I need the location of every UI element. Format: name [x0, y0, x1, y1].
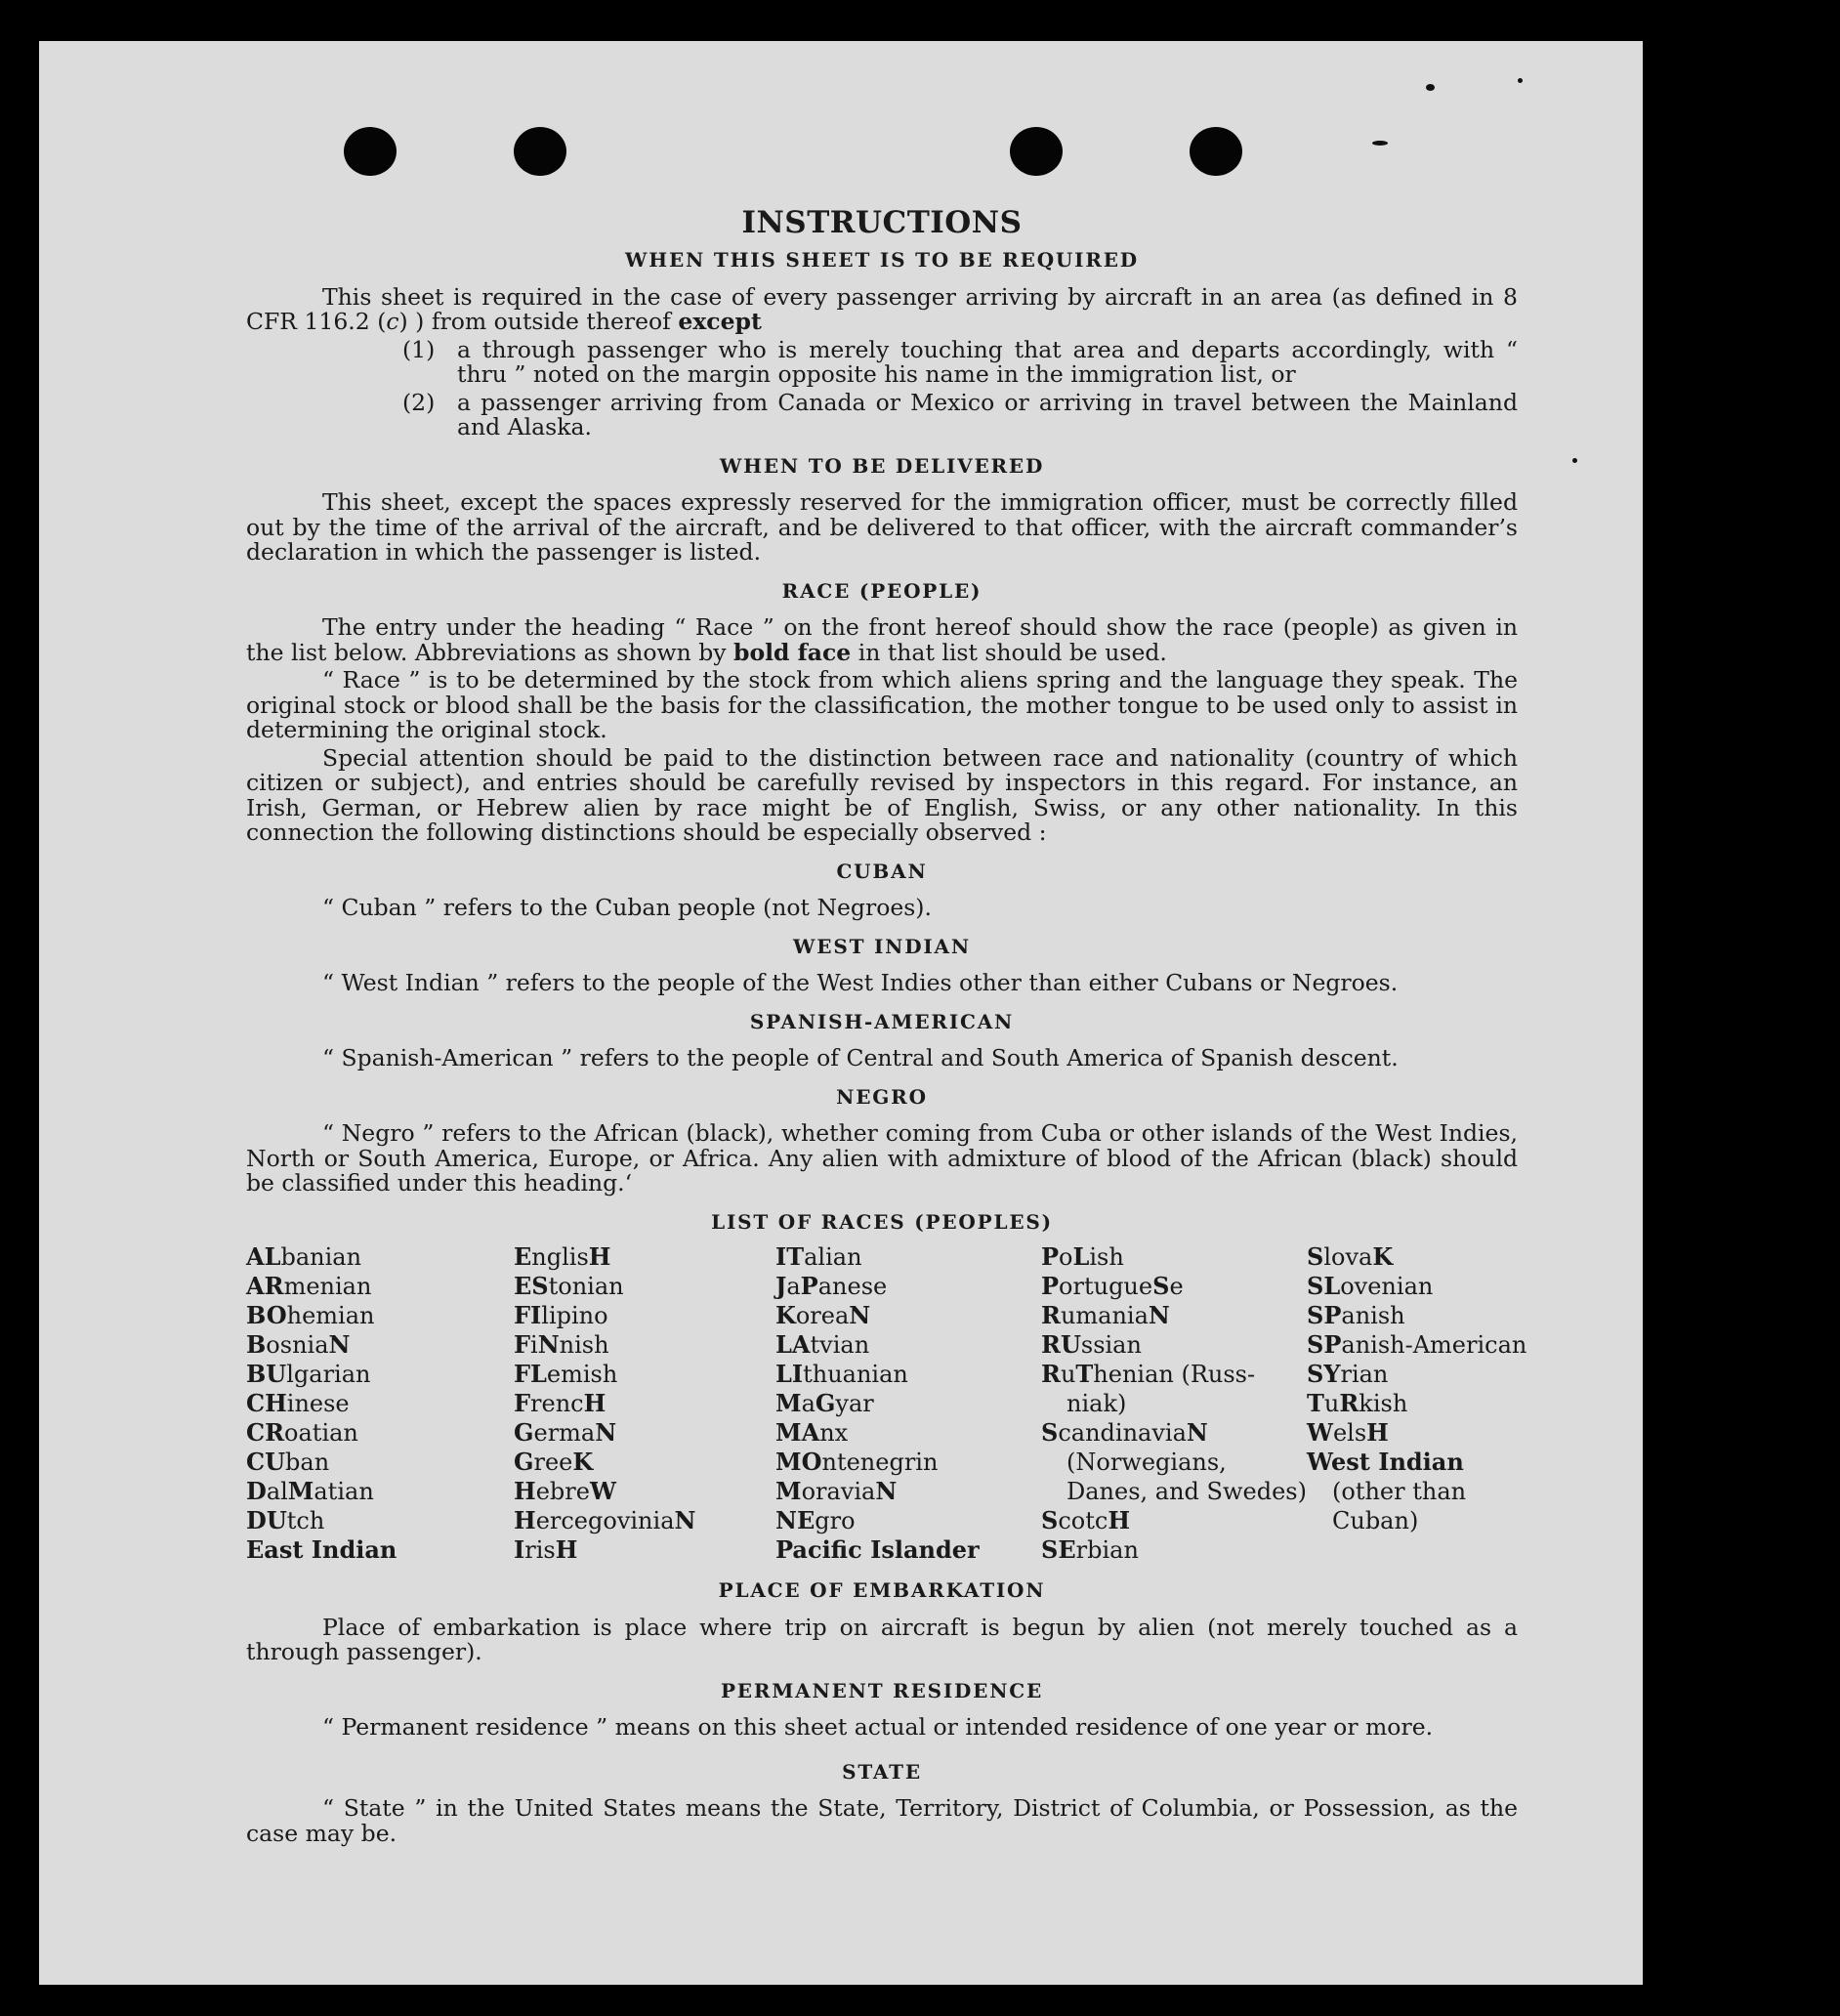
race-entry: Pacific Islander — [775, 1535, 980, 1564]
race-entry: IrisH — [514, 1535, 578, 1564]
race-entry: KoreaN — [775, 1301, 871, 1329]
race-entry: CUban — [246, 1448, 330, 1476]
races-column — [246, 1242, 514, 1565]
race-entry: JaPanese — [775, 1272, 888, 1300]
race-entry: WelsH — [1307, 1418, 1389, 1447]
race-paragraph — [246, 615, 1518, 665]
race-entry: SlovaK — [1307, 1242, 1394, 1271]
intro-text: ) ) from outside thereof — [398, 308, 679, 335]
punch-hole — [344, 127, 397, 176]
race-bold: bold face — [733, 638, 852, 666]
speck — [1426, 84, 1435, 91]
document-sheet — [39, 41, 1643, 1985]
race-entry: HercegoviniaN — [514, 1506, 696, 1534]
race-entry: BosniaN — [246, 1330, 351, 1359]
intro-bold: except — [678, 308, 762, 335]
state-text: “ State ” in the United States means the State, Territory, District of Columbia, or Possession, as the case may be. — [246, 1794, 1518, 1847]
race-entry: FiNnish — [514, 1330, 609, 1359]
exception-item — [402, 335, 1518, 388]
race-entry: ITalian — [775, 1242, 862, 1271]
race-entry: PoLish — [1041, 1242, 1124, 1271]
when-delivered-text: This sheet, except the spaces expressly reserved for the immigration officer, must be correctly filled out by the time of the arrival of the aircraft, and be delivered to that officer, with the aircraft commander’s declaration in which the passenger is listed. — [246, 488, 1518, 566]
race-entry: ALbanian — [246, 1242, 362, 1271]
race-entry: NEgro — [775, 1506, 856, 1534]
race-entry: EStonian — [514, 1272, 624, 1300]
race-paragraph: Special attention should be paid to the distinction between race and nationality (country of which citizen or subject), and entries should be carefully revised by inspectors in this regard. For instance, an Irish, German, or Hebrew alien by race might be of English, Swiss, or any other nationality. In this connection the following distinctions should be especially observed : — [246, 743, 1518, 846]
section-heading-race: RACE (PEOPLE) — [781, 578, 983, 603]
race-entry: RuThenian (Russ-niak) — [1041, 1360, 1256, 1417]
race-entry: MAnx — [775, 1418, 849, 1447]
negro-text: “ Negro ” refers to the African (black), whether coming from Cuba or other islands of the West Indies, North or South America, Europe, or Africa. Any alien with admixture of blood of the African (black) should be classified under this heading.‘ — [246, 1119, 1518, 1197]
item-text: a through passenger who is merely touching that area and departs accordingly, with “ thru ” noted on the margin opposite his name in the immigration list, or — [457, 335, 1518, 388]
race-entry: GermaN — [514, 1418, 617, 1447]
place-of-embarkation-text: Place of embarkation is place where trip on aircraft is begun by alien (not merely touched as a through passenger). — [246, 1613, 1518, 1665]
race-entry: DUtch — [246, 1506, 325, 1534]
section-heading-spanish-american: SPANISH-AMERICAN — [749, 1009, 1015, 1033]
race-entry: ScotcH — [1041, 1506, 1131, 1534]
race-entry: FLemish — [514, 1360, 618, 1388]
intro-italic: c — [386, 308, 399, 335]
races-column — [1307, 1242, 1527, 1565]
intro-text: This sheet is required in the case of every passenger arriving by aircraft in an area (as defined in 8 CFR 116.2 ( — [246, 282, 1518, 335]
punch-hole — [514, 127, 566, 176]
race-entry: DalMatian — [246, 1477, 374, 1505]
punch-hole — [1010, 127, 1063, 176]
instructions-content — [246, 205, 1527, 1849]
race-paragraph: “ Race ” is to be determined by the stock from which aliens spring and the language they speak. The original stock or blood shall be the basis for the classification, the mother tongue to be used only to assist in determining the original stock. — [246, 666, 1518, 743]
races-column — [514, 1242, 775, 1565]
race-entry: RUssian — [1041, 1330, 1142, 1359]
race-entry: TuRkish — [1307, 1389, 1408, 1417]
item-text: a passenger arriving from Canada or Mexico or arriving in travel between the Mainland and Alaska. — [457, 388, 1518, 441]
race-entry: HebreW — [514, 1477, 616, 1505]
race-entry: SYrian — [1307, 1360, 1389, 1388]
race-text: in that list should be used. — [851, 638, 1167, 666]
race-entry: ARmenian — [246, 1272, 372, 1300]
speck — [1518, 78, 1523, 83]
race-entry: SErbian — [1041, 1535, 1139, 1564]
section-heading-when-delivered: WHEN TO BE DELIVERED — [719, 453, 1045, 478]
race-entry: FIlipino — [514, 1301, 608, 1329]
item-number: (2) — [402, 388, 436, 416]
section-heading-when-required: WHEN THIS SHEET IS TO BE REQUIRED — [625, 248, 1139, 272]
section-heading-state: STATE — [842, 1759, 922, 1784]
races-column — [1041, 1242, 1307, 1565]
section-heading-place-of-embarkation: PLACE OF EMBARKATION — [718, 1578, 1046, 1602]
section-heading-cuban: CUBAN — [836, 859, 928, 883]
race-entry: CRoatian — [246, 1418, 358, 1447]
when-required-intro — [246, 282, 1518, 335]
race-entry: West Indian (other than Cuban) — [1307, 1448, 1467, 1534]
punch-hole — [1190, 127, 1242, 176]
section-heading-negro: NEGRO — [836, 1084, 928, 1109]
race-entry: BUlgarian — [246, 1360, 371, 1388]
west-indian-text: “ West Indian ” refers to the people of the West Indies other than either Cubans or Negroes. — [322, 969, 1399, 996]
section-heading-west-indian: WEST INDIAN — [793, 934, 971, 958]
race-entry: EnglisH — [514, 1242, 611, 1271]
page-title: INSTRUCTIONS — [741, 205, 1023, 240]
race-entry: East Indian — [246, 1535, 397, 1564]
race-entry: BOhemian — [246, 1301, 375, 1329]
permanent-residence-text: “ Permanent residence ” means on this sheet actual or intended residence of one year or more. — [322, 1713, 1434, 1741]
section-heading-permanent-residence: PERMANENT RESIDENCE — [720, 1678, 1044, 1702]
item-number: (1) — [402, 335, 436, 363]
exception-item — [402, 388, 1518, 441]
section-heading-list-of-races: LIST OF RACES (PEOPLES) — [711, 1209, 1053, 1234]
races-list — [246, 1242, 1527, 1565]
cuban-text: “ Cuban ” refers to the Cuban people (not Negroes). — [322, 894, 932, 921]
race-entry: SPanish-American — [1307, 1330, 1527, 1359]
speck — [1572, 458, 1577, 463]
race-entry: RumaniaN — [1041, 1301, 1170, 1329]
race-entry: SLovenian — [1307, 1272, 1434, 1300]
spanish-american-text: “ Spanish-American ” refers to the people of Central and South America of Spanish descent. — [322, 1044, 1399, 1071]
race-entry: MOntenegrin — [775, 1448, 939, 1476]
race-entry: FrencH — [514, 1389, 606, 1417]
race-entry: LIthuanian — [775, 1360, 908, 1388]
race-entry: GreeK — [514, 1448, 594, 1476]
race-entry: SPanish — [1307, 1301, 1405, 1329]
race-entry: CHinese — [246, 1389, 350, 1417]
race-entry: ScandinaviaN (Norwegians, Danes, and Swedes) — [1041, 1418, 1307, 1505]
race-text: The entry under the heading “ Race ” on the front hereof should show the race (people) as given in the list below. Abbreviations as shown by — [246, 613, 1518, 666]
race-entry: MoraviaN — [775, 1477, 898, 1505]
races-column — [775, 1242, 1041, 1565]
speck — [1372, 141, 1388, 146]
race-entry: MaGyar — [775, 1389, 874, 1417]
race-entry: LAtvian — [775, 1330, 870, 1359]
race-entry: PortugueSe — [1041, 1272, 1184, 1300]
